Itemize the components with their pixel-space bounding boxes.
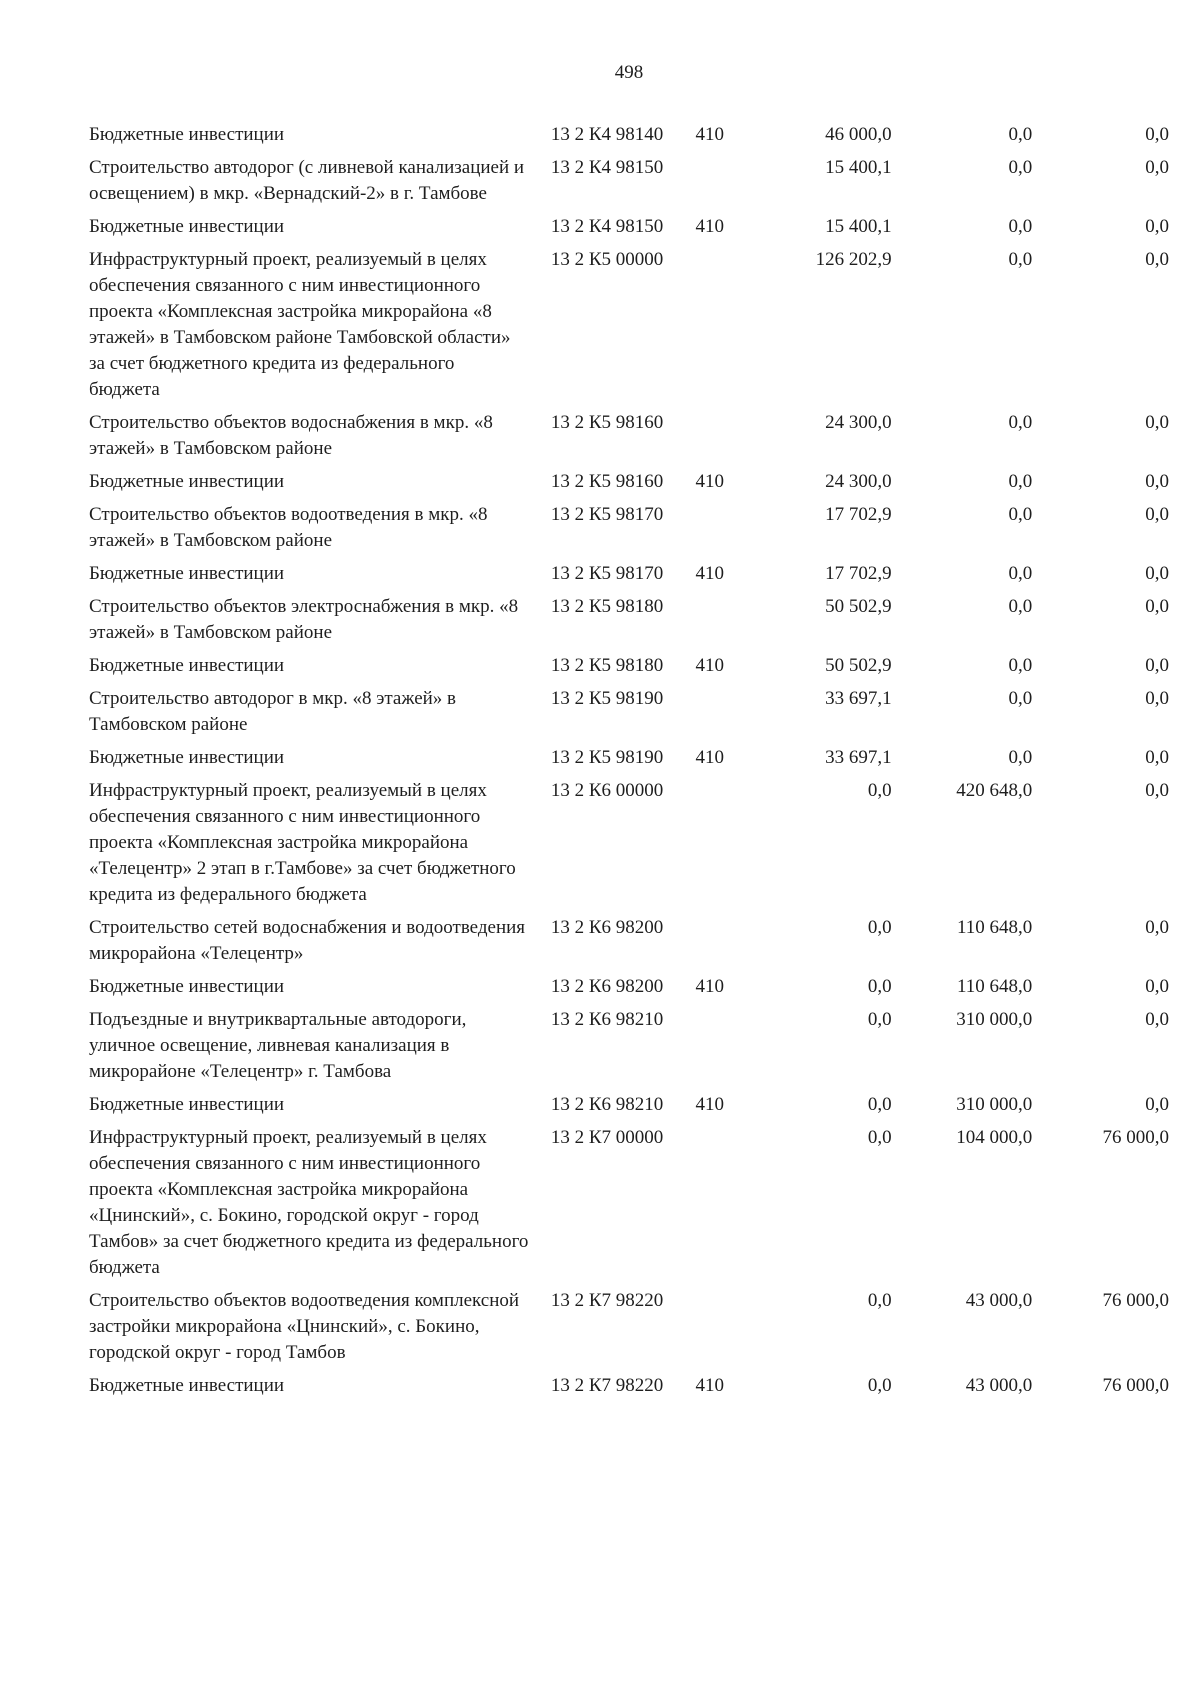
- row-name: Строительство объектов водоотведения комплексной застройки микрорайона «Цнинский», с. Бокино, городской округ - город Тамбов: [89, 1290, 520, 1363]
- row-expense-type: 410: [695, 1094, 724, 1115]
- row-name: Подъездные и внутриквартальные автодороги, уличное освещение, ливневая канализация в микрорайоне «Телецентр» г. Тамбова: [89, 1009, 467, 1082]
- table-row: [89, 122, 1169, 148]
- row-expense-type: 410: [695, 976, 724, 997]
- row-code: 13 2 К5 98170: [550, 504, 664, 525]
- table-row: [89, 155, 1169, 207]
- row-code: 13 2 К7 00000: [550, 1127, 664, 1148]
- row-value-year-1: 24 300,0: [825, 412, 892, 433]
- row-value-year-1: 33 697,1: [825, 747, 892, 768]
- budget-table: [89, 122, 1169, 1406]
- table-row: [89, 745, 1169, 771]
- row-code: 13 2 К5 98190: [550, 688, 664, 709]
- row-value-year-1: 0,0: [867, 917, 892, 938]
- table-row: [89, 214, 1169, 240]
- row-value-year-3: 76 000,0: [1102, 1290, 1169, 1311]
- row-code: 13 2 К5 98190: [550, 747, 664, 768]
- page-number: 498: [614, 62, 644, 83]
- row-value-year-3: 0,0: [1145, 1094, 1169, 1115]
- row-value-year-3: 0,0: [1145, 124, 1169, 145]
- row-value-year-1: 46 000,0: [825, 124, 892, 145]
- row-value-year-2: 43 000,0: [965, 1375, 1033, 1396]
- row-value-year-1: 0,0: [867, 976, 892, 997]
- row-name: Бюджетные инвестиции: [89, 747, 285, 768]
- row-value-year-3: 0,0: [1145, 1009, 1169, 1030]
- table-row: [89, 686, 1169, 738]
- row-expense-type: 410: [695, 747, 724, 768]
- row-code: 13 2 К7 98220: [550, 1290, 664, 1311]
- row-value-year-3: 0,0: [1145, 412, 1169, 433]
- row-code: 13 2 К6 00000: [550, 780, 664, 801]
- row-value-year-2: 0,0: [1008, 412, 1033, 433]
- row-value-year-2: 0,0: [1008, 504, 1033, 525]
- row-value-year-2: 0,0: [1008, 157, 1033, 178]
- row-value-year-1: 0,0: [867, 1127, 892, 1148]
- row-value-year-3: 0,0: [1145, 504, 1169, 525]
- table-row: [89, 247, 1169, 403]
- row-value-year-3: 0,0: [1145, 596, 1169, 617]
- row-name: Бюджетные инвестиции: [89, 471, 285, 492]
- row-value-year-2: 43 000,0: [965, 1290, 1033, 1311]
- row-code: 13 2 К5 98160: [550, 412, 664, 433]
- row-value-year-2: 0,0: [1008, 688, 1033, 709]
- row-code: 13 2 К6 98210: [550, 1009, 664, 1030]
- row-code: 13 2 К5 98170: [550, 563, 664, 584]
- row-value-year-2: 0,0: [1008, 563, 1033, 584]
- row-name: Инфраструктурный проект, реализуемый в целях обеспечения связанного с ним инвестиционного проекта «Комплексная застройка микрорайона «Цнинский», с. Бокино, городской округ - город Тамбов» за счет бюджетного кредита из федерального бюджета: [89, 1127, 529, 1278]
- row-code: 13 2 К5 98180: [550, 596, 664, 617]
- row-name: Строительство объектов водоснабжения в мкр. «8 этажей» в Тамбовском районе: [89, 412, 493, 459]
- table-row: [89, 778, 1169, 908]
- row-value-year-1: 33 697,1: [825, 688, 892, 709]
- row-value-year-1: 0,0: [867, 1094, 892, 1115]
- row-name: Бюджетные инвестиции: [89, 124, 285, 145]
- row-code: 13 2 К4 98140: [550, 124, 664, 145]
- row-value-year-3: 0,0: [1145, 249, 1169, 270]
- table-row: [89, 410, 1169, 462]
- row-code: 13 2 К5 98160: [550, 471, 664, 492]
- row-value-year-3: 76 000,0: [1102, 1127, 1169, 1148]
- row-code: 13 2 К4 98150: [550, 157, 664, 178]
- row-value-year-2: 0,0: [1008, 655, 1033, 676]
- row-value-year-1: 17 702,9: [825, 504, 892, 525]
- row-name: Строительство сетей водоснабжения и водоотведения микрорайона «Телецентр»: [89, 917, 526, 964]
- row-value-year-1: 0,0: [867, 1290, 892, 1311]
- row-value-year-2: 0,0: [1008, 596, 1033, 617]
- row-name: Бюджетные инвестиции: [89, 216, 285, 237]
- row-code: 13 2 К6 98200: [550, 917, 664, 938]
- row-value-year-2: 110 648,0: [957, 976, 1033, 997]
- row-value-year-1: 50 502,9: [825, 596, 892, 617]
- row-value-year-2: 310 000,0: [956, 1009, 1033, 1030]
- row-value-year-1: 50 502,9: [825, 655, 892, 676]
- table-row: [89, 653, 1169, 679]
- row-value-year-3: 0,0: [1145, 780, 1169, 801]
- row-name: Бюджетные инвестиции: [89, 1094, 285, 1115]
- row-expense-type: 410: [695, 1375, 724, 1396]
- row-value-year-1: 15 400,1: [825, 216, 892, 237]
- row-value-year-3: 76 000,0: [1102, 1375, 1169, 1396]
- row-value-year-2: 0,0: [1008, 747, 1033, 768]
- table-row: [89, 1288, 1169, 1366]
- row-value-year-3: 0,0: [1145, 471, 1169, 492]
- row-value-year-1: 24 300,0: [825, 471, 892, 492]
- row-name: Бюджетные инвестиции: [89, 655, 285, 676]
- row-name: Строительство объектов электроснабжения в мкр. «8 этажей» в Тамбовском районе: [89, 596, 519, 643]
- row-code: 13 2 К4 98150: [550, 216, 664, 237]
- table-row: [89, 915, 1169, 967]
- row-value-year-3: 0,0: [1145, 563, 1169, 584]
- table-row: [89, 469, 1169, 495]
- row-code: 13 2 К6 98210: [550, 1094, 664, 1115]
- row-value-year-1: 17 702,9: [825, 563, 892, 584]
- row-value-year-3: 0,0: [1145, 747, 1169, 768]
- row-name: Бюджетные инвестиции: [89, 976, 285, 997]
- row-value-year-1: 15 400,1: [825, 157, 892, 178]
- row-value-year-3: 0,0: [1145, 976, 1169, 997]
- row-value-year-1: 0,0: [867, 1375, 892, 1396]
- row-expense-type: 410: [695, 563, 724, 584]
- row-value-year-3: 0,0: [1145, 917, 1169, 938]
- row-value-year-2: 0,0: [1008, 471, 1033, 492]
- row-value-year-2: 310 000,0: [956, 1094, 1033, 1115]
- row-expense-type: 410: [695, 216, 724, 237]
- row-name: Строительство автодорог (с ливневой канализацией и освещением) в мкр. «Вернадский-2» в г. Тамбове: [89, 157, 525, 204]
- row-value-year-1: 126 202,9: [815, 249, 892, 270]
- row-value-year-2: 420 648,0: [956, 780, 1033, 801]
- row-code: 13 2 К5 98180: [550, 655, 664, 676]
- row-name: Бюджетные инвестиции: [89, 1375, 285, 1396]
- row-code: 13 2 К5 00000: [550, 249, 664, 270]
- table-row: [89, 1007, 1169, 1085]
- row-expense-type: 410: [695, 655, 724, 676]
- row-value-year-2: 104 000,0: [956, 1127, 1033, 1148]
- table-row: [89, 1373, 1169, 1399]
- row-name: Бюджетные инвестиции: [89, 563, 285, 584]
- table-row: [89, 974, 1169, 1000]
- table-row: [89, 1092, 1169, 1118]
- row-value-year-2: 0,0: [1008, 216, 1033, 237]
- row-value-year-3: 0,0: [1145, 157, 1169, 178]
- row-value-year-2: 0,0: [1008, 124, 1033, 145]
- table-row: [89, 594, 1169, 646]
- row-value-year-1: 0,0: [867, 780, 892, 801]
- row-expense-type: 410: [695, 471, 724, 492]
- row-name: Инфраструктурный проект, реализуемый в целях обеспечения связанного с ним инвестиционного проекта «Комплексная застройка микрорайона «8 этажей» в Тамбовском районе Тамбовской области» за счет бюджетного кредита из федерального бюджета: [89, 249, 511, 400]
- row-value-year-3: 0,0: [1145, 655, 1169, 676]
- table-row: [89, 561, 1169, 587]
- row-value-year-3: 0,0: [1145, 688, 1169, 709]
- table-row: [89, 502, 1169, 554]
- row-value-year-2: 110 648,0: [957, 917, 1033, 938]
- table-row: [89, 1125, 1169, 1281]
- row-code: 13 2 К7 98220: [550, 1375, 664, 1396]
- row-code: 13 2 К6 98200: [550, 976, 664, 997]
- row-value-year-3: 0,0: [1145, 216, 1169, 237]
- row-value-year-1: 0,0: [867, 1009, 892, 1030]
- row-expense-type: 410: [695, 124, 724, 145]
- row-name: Инфраструктурный проект, реализуемый в целях обеспечения связанного с ним инвестиционного проекта «Комплексная застройка микрорайона «Телецентр» 2 этап в г.Тамбове» за счет бюджетного кредита из федерального бюджета: [89, 780, 516, 905]
- row-value-year-2: 0,0: [1008, 249, 1033, 270]
- row-name: Строительство автодорог в мкр. «8 этажей» в Тамбовском районе: [89, 688, 457, 735]
- row-name: Строительство объектов водоотведения в мкр. «8 этажей» в Тамбовском районе: [89, 504, 488, 551]
